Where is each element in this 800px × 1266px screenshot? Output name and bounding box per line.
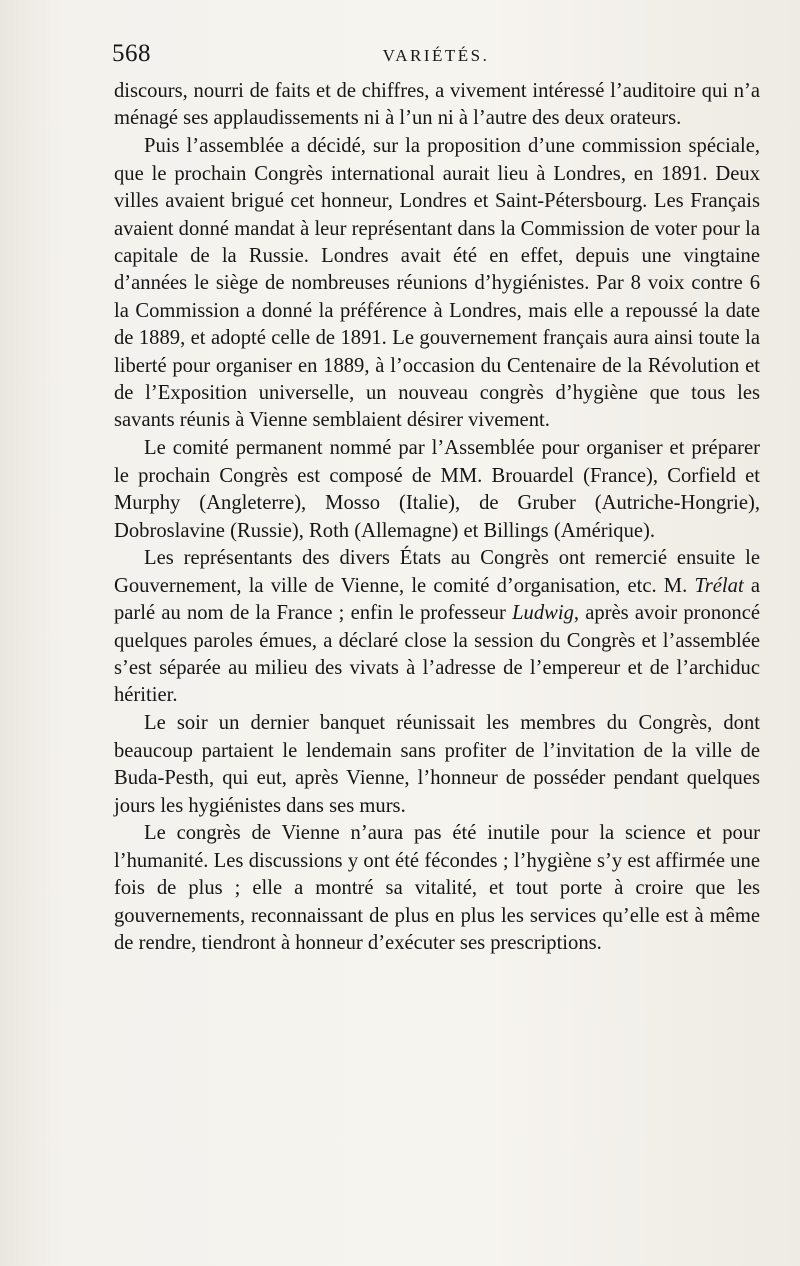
text-run: discours, nourri de faits et de chiffres, a vivement intéressé l’auditoire qui n’a ménagé ses applaudissements ni à l’un ni à l’autre des deux orateurs. (114, 80, 760, 130)
paragraph (114, 820, 760, 957)
text-run: Le congrès de Vienne n’aura pas été inutile pour la science et pour l’humanité. Les discussions y ont été fécondes ; l’hygiène s’y est affirmée une fois de plus ; elle a montré sa vitalité, et tout porte à croire que les gouvernements, reconnaissant de plus en plus les services qu’elle est à même de rendre, tiendront à honneur d’exécuter ses prescriptions. (114, 822, 760, 955)
body-text (114, 78, 760, 958)
italic-name: Trélat (694, 574, 744, 597)
paragraph (114, 78, 760, 133)
text-run: Le comité permanent nommé par l’Assemblée pour organiser et préparer le prochain Congrès est composé de MM. Brouardel (France), Corfield et Murphy (Angleterre), Mosso (Italie), de Gruber (Autriche-Hongrie), Dobroslavine (Russie), Roth (Allemagne) et Billings (Amérique). (114, 437, 760, 542)
paragraph (114, 710, 760, 820)
text-run: Les représentants des divers États au Congrès ont remercié ensuite le Gouvernement, la ville de Vienne, le comité d’organisation, etc. M. (114, 547, 760, 597)
paragraph (114, 133, 760, 434)
paragraph (114, 545, 760, 709)
text-run: , après avoir prononcé quelques paroles émues, a déclaré close la session du Congrès et l’assemblée s’est séparée au milieu des vivats à l’adresse de l’empereur et de l’archiduc héritier. (114, 602, 760, 707)
page-number: 568 (112, 40, 151, 67)
running-head: VARIÉTÉS. (382, 46, 490, 65)
text-run: Puis l’assemblée a décidé, sur la proposition d’une commission spéciale, que le prochain Congrès international aurait lieu à Londres, en 1891. Deux villes avaient brigué cet honneur, Londres et Saint-Pétersbourg. Les Français avaient donné mandat à leur représentant dans la Commission de voter pour la capitale de la Russie. Londres avait été en effet, depuis une vingtaine d’années le siège de nombreuses réunions d’hygiénistes. Par 8 voix contre 6 la Commission a donné la préférence à Londres, mais elle a repoussé la date de 1889, et adopté celle de 1891. Le gouvernement français aura ainsi toute la liberté pour organiser en 1889, à l’occasion du Centenaire de la Révolution et de l’Exposition universelle, un nouveau congrès d’hygiène que tous les savants réunis à Vienne semblaient désirer vivement. (114, 135, 760, 432)
page-header (112, 40, 760, 76)
text-run: Le soir un dernier banquet réunissait les membres du Congrès, dont beaucoup partaient le lendemain sans profiter de l’invitation de la ville de Buda-Pesth, qui eut, après Vienne, l’honneur de posséder pendant quelques jours les hygiénistes dans ses murs. (114, 712, 760, 817)
paragraph (114, 435, 760, 545)
italic-name: Ludwig (512, 602, 574, 625)
text-run: a parlé au nom de la France ; enfin le professeur (114, 574, 760, 625)
